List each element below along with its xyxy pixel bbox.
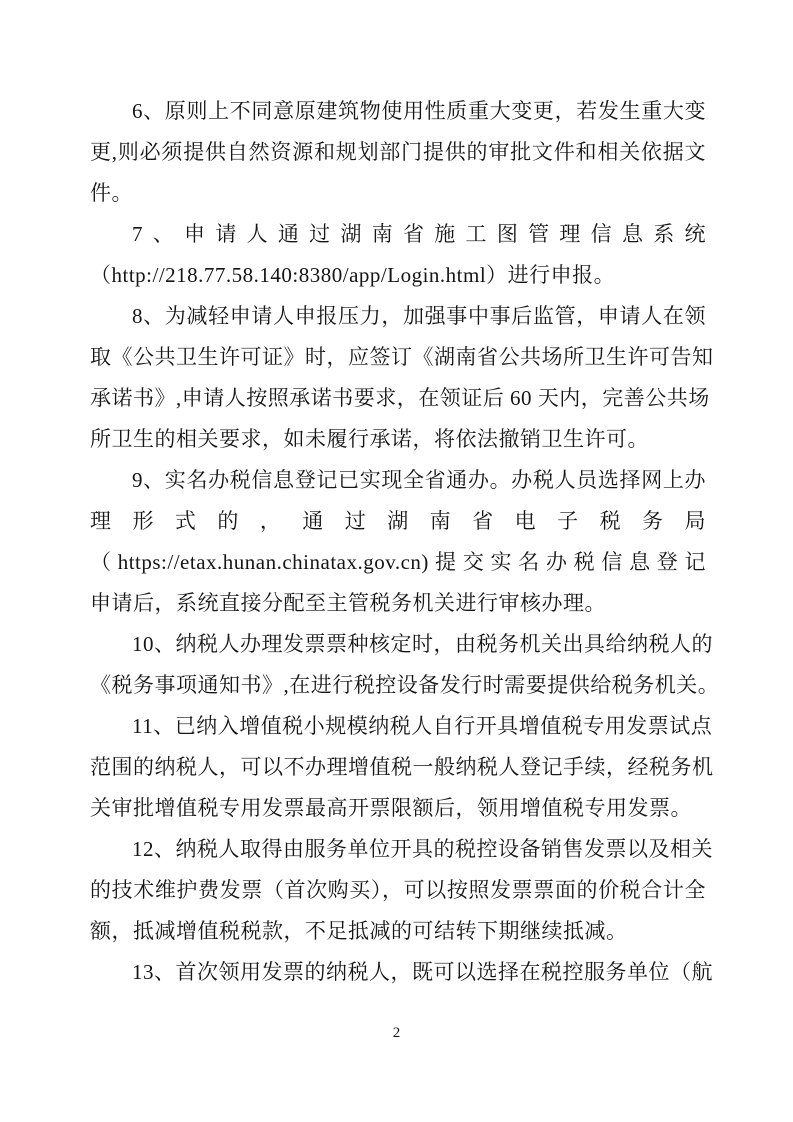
- page-footer: [0, 1022, 793, 1044]
- text-line: 8、为减轻申请人申报压力，加强事中事后监管，申请人在领: [132, 304, 706, 328]
- text-line: 件。: [90, 181, 133, 205]
- text-line: 理形式的，通过湖南省电子税务局: [90, 509, 706, 533]
- text-line: 7、申请人通过湖南省施工图管理信息系统: [132, 222, 706, 246]
- text-line: 范围的纳税人，可以不办理增值税一般纳税人登记手续，经税务机: [90, 755, 714, 779]
- text-line: 《税务事项通知书》,在进行税控设备发行时需要提供给税务机关。: [90, 673, 720, 697]
- paragraph-item-13: [90, 952, 713, 993]
- text-line: 12、纳税人取得由服务单位开具的税控设备销售发票以及相关: [132, 837, 713, 861]
- paragraph-item-12: [90, 829, 713, 952]
- text-line-url: （https://etax.hunan.chinatax.gov.cn)提交实名办税信息登记: [90, 550, 706, 574]
- text-line: 关审批增值税专用发票最高开票限额后，领用增值税专用发票。: [90, 796, 692, 820]
- paragraph-item-7: [90, 214, 706, 296]
- document-body: [90, 91, 720, 993]
- paragraph-item-11: [90, 706, 714, 829]
- paragraph-item-9: [90, 460, 706, 624]
- text-line: 11、已纳入增值税小规模纳税人自行开具增值税专用发票试点: [132, 714, 713, 738]
- paragraph-item-6: [90, 91, 706, 214]
- paragraph-item-8: [90, 296, 714, 460]
- text-line: 13、首次领用发票的纳税人，既可以选择在税控服务单位（航: [132, 960, 713, 984]
- text-line: 9、实名办税信息登记已实现全省通办。办税人员选择网上办: [132, 468, 706, 492]
- text-line: 的技术维护费发票（首次购买），可以按照发票票面的价税合计全: [90, 878, 706, 902]
- page-number: 2: [392, 1025, 401, 1041]
- text-line-url: （http://218.77.58.140:8380/app/Login.html）进行申报。: [90, 263, 616, 287]
- text-line: 申请后，系统直接分配至主管税务机关进行审核办理。: [90, 591, 606, 615]
- text-line: 所卫生的相关要求，如未履行承诺，将依法撤销卫生许可。: [90, 427, 649, 451]
- text-line: 10、纳税人办理发票票种核定时，由税务机关出具给纳税人的: [132, 632, 713, 656]
- text-line: 取《公共卫生许可证》时，应签订《湖南省公共场所卫生许可告知: [90, 345, 714, 369]
- text-line: 更,则必须提供自然资源和规划部门提供的审批文件和相关依据文: [90, 140, 706, 164]
- text-line: 承诺书》,申请人按照承诺书要求，在领证后 60 天内，完善公共场: [90, 386, 710, 410]
- text-line: 额，抵减增值税税款，不足抵减的可结转下期继续抵减。: [90, 919, 628, 943]
- paragraph-item-10: [90, 624, 720, 706]
- text-line: 6、原则上不同意原建筑物使用性质重大变更，若发生重大变: [132, 99, 706, 123]
